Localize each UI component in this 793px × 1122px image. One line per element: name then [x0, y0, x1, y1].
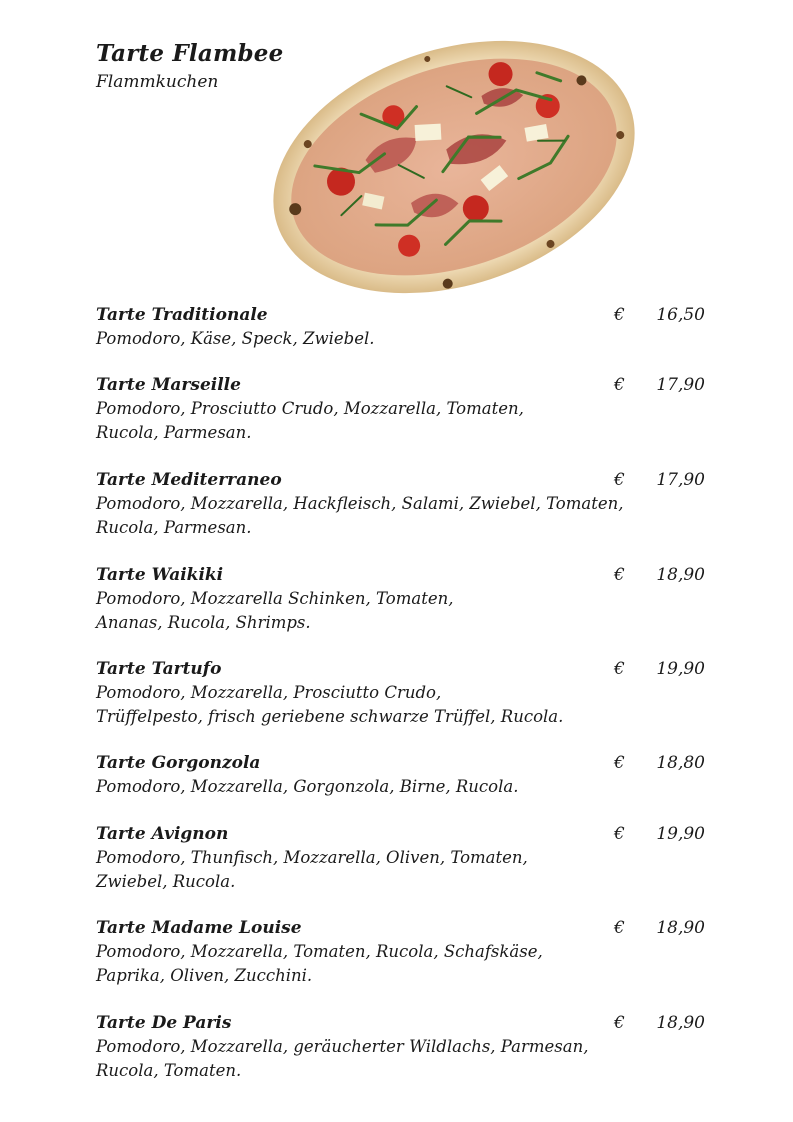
- item-price: 18,90: [656, 565, 705, 585]
- currency-symbol: €: [614, 565, 625, 585]
- currency-symbol: €: [614, 659, 625, 679]
- item-price: 18,90: [656, 1013, 705, 1033]
- item-name: Tarte Madame Louise: [96, 918, 302, 938]
- menu-item: [96, 303, 712, 351]
- item-description: Pomodoro, Mozzarella, Hackfleisch, Salami, Zwiebel, Tomaten, Rucola, Parmesan.: [96, 494, 624, 537]
- currency-symbol: €: [614, 375, 625, 395]
- item-description: Pomodoro, Mozzarella, Tomaten, Rucola, Schafskäse, Paprika, Oliven, Zucchini.: [96, 942, 543, 985]
- menu-item: [96, 373, 712, 445]
- item-description: Pomodoro, Mozzarella Schinken, Tomaten, Ananas, Rucola, Shrimps.: [96, 589, 454, 632]
- item-name: Tarte Gorgonzola: [96, 753, 261, 773]
- item-name: Tarte Avignon: [96, 824, 229, 844]
- item-name: Tarte Traditionale: [96, 305, 268, 325]
- currency-symbol: €: [614, 1013, 625, 1033]
- item-description: Pomodoro, Käse, Speck, Zwiebel.: [96, 329, 375, 348]
- menu-item: [96, 657, 712, 729]
- menu-item: [96, 751, 712, 799]
- item-price: 17,90: [656, 470, 705, 490]
- item-price: 18,90: [656, 918, 705, 938]
- item-name: Tarte Tartufo: [96, 659, 222, 679]
- item-description: Pomodoro, Mozzarella, geräucherter Wildlachs, Parmesan, Rucola, Tomaten.: [96, 1037, 589, 1080]
- item-price: 18,80: [656, 753, 705, 773]
- flammkuchen-photo: [262, 28, 646, 306]
- item-description: Pomodoro, Prosciutto Crudo, Mozzarella, Tomaten, Rucola, Parmesan.: [96, 399, 524, 442]
- item-price: 16,50: [656, 305, 705, 325]
- item-price: 17,90: [656, 375, 705, 395]
- currency-symbol: €: [614, 918, 625, 938]
- item-name: Tarte De Paris: [96, 1013, 232, 1033]
- currency-symbol: €: [614, 305, 625, 325]
- currency-symbol: €: [614, 824, 625, 844]
- currency-symbol: €: [614, 753, 625, 773]
- item-name: Tarte Waikiki: [96, 565, 224, 585]
- item-description: Pomodoro, Mozzarella, Prosciutto Crudo, Trüffelpesto, frisch geriebene schwarze Trüffel, Rucola.: [96, 683, 564, 726]
- menu-item: [96, 468, 712, 540]
- item-description: Pomodoro, Mozzarella, Gorgonzola, Birne, Rucola.: [96, 777, 519, 796]
- item-price: 19,90: [656, 659, 705, 679]
- currency-symbol: €: [614, 470, 625, 490]
- menu-item: [96, 1011, 712, 1083]
- menu-item: [96, 822, 712, 894]
- page-subtitle: Flammkuchen: [96, 72, 219, 92]
- menu-item: [96, 563, 712, 635]
- item-name: Tarte Mediterraneo: [96, 470, 282, 490]
- item-price: 19,90: [656, 824, 705, 844]
- item-description: Pomodoro, Thunfisch, Mozzarella, Oliven, Tomaten, Zwiebel, Rucola.: [96, 848, 528, 891]
- page-title: Tarte Flambee: [96, 40, 284, 67]
- item-name: Tarte Marseille: [96, 375, 241, 395]
- menu-item: [96, 916, 712, 988]
